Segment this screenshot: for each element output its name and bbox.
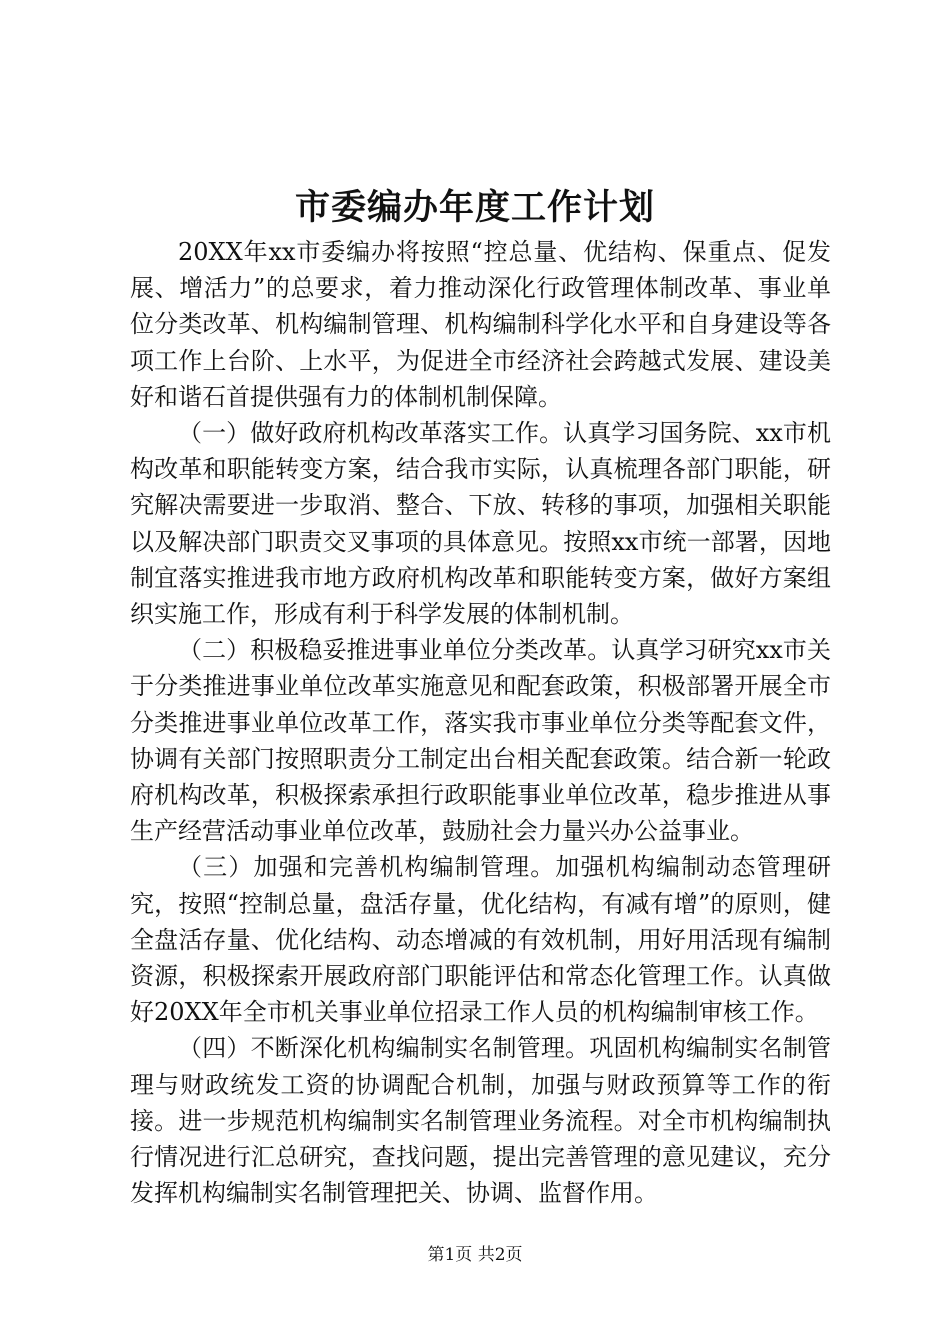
page-number-footer: 第1页 共2页	[427, 1245, 523, 1265]
paragraph-intro: 20XX年xx市委编办将按照“控总量、优结构、保重点、促发展、增活力”的总要求，着力推动深化行政管理体制改革、事业单位分类改革、机构编制管理、机构编制科学化水平和自身建设等各项工作上台阶、上水平，为促进全市经济社会跨越式发展、建设美好和谐石首提供强有力的体制机制保障。	[130, 238, 831, 411]
paragraph-section-4: （四）不断深化机构编制实名制管理。巩固机构编制实名制管理与财政统发工资的协调配合机制，加强与财政预算等工作的衔接。进一步规范机构编制实名制管理业务流程。对全市机构编制执行情况进行汇总研究，查找问题，提出完善管理的意见建议，充分发挥机构编制实名制管理把关、协调、监督作用。	[130, 1034, 831, 1208]
paragraph-section-2: （二）积极稳妥推进事业单位分类改革。认真学习研究xx市关于分类推进事业单位改革实施意见和配套政策，积极部署开展全市分类推进事业单位改革工作，落实我市事业单位分类等配套文件，协调有关部门按照职责分工制定出台相关配套政策。结合新一轮政府机构改革，积极探索承担行政职能事业单位改革，稳步推进从事生产经营活动事业单位改革，鼓励社会力量兴办公益事业。	[130, 636, 831, 846]
document-body	[130, 234, 831, 1211]
paragraph-section-3: （三）加强和完善机构编制管理。加强机构编制动态管理研究，按照“控制总量，盘活存量，优化结构，有减有增”的原则，健全盘活存量、优化结构、动态增减的有效机制，用好用活现有编制资源，积极探索开展政府部门职能评估和常态化管理工作。认真做好20XX年全市机关事业单位招录工作人员的机构编制审核工作。	[130, 853, 831, 1027]
document-title: 市委编办年度工作计划	[294, 187, 655, 228]
paragraph-section-1: （一）做好政府机构改革落实工作。认真学习国务院、xx市机构改革和职能转变方案，结合我市实际，认真梳理各部门职能，研究解决需要进一步取消、整合、下放、转移的事项，加强相关职能以及解决部门职责交叉事项的具体意见。按照xx市统一部署，因地制宜落实推进我市地方政府机构改革和职能转变方案，做好方案组织实施工作，形成有利于科学发展的体制机制。	[130, 419, 831, 629]
